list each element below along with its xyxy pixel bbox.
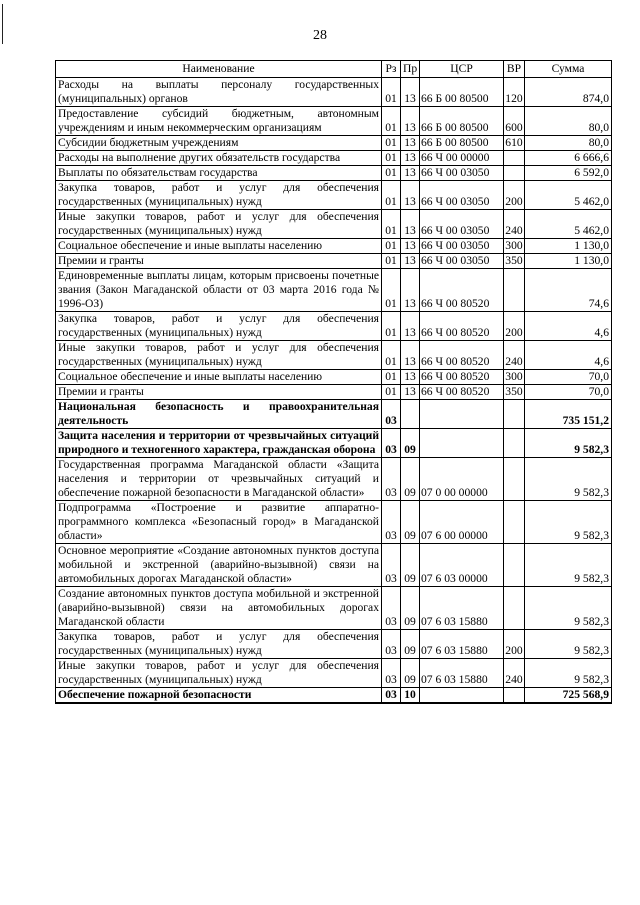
cell-csr <box>420 400 504 429</box>
cell-pr: 13 <box>401 239 420 254</box>
table-row <box>56 544 612 587</box>
cell-name: Расходы на выполнение других обязательств государства <box>56 151 382 166</box>
cell-rz: 01 <box>382 269 401 312</box>
cell-sum: 9 582,3 <box>525 659 612 688</box>
cell-rz: 01 <box>382 151 401 166</box>
cell-pr: 13 <box>401 151 420 166</box>
cell-rz: 03 <box>382 688 401 704</box>
cell-csr: 66 Б 00 80500 <box>420 107 504 136</box>
table-row <box>56 370 612 385</box>
table-row <box>56 136 612 151</box>
cell-name: Подпрограмма «Построение и развитие аппаратно-программного комплекса «Безопасный город» в Магаданской области» <box>56 501 382 544</box>
cell-csr: 66 Ч 00 03050 <box>420 181 504 210</box>
cell-vr: 300 <box>505 239 523 252</box>
cell-pr: 13 <box>401 385 420 400</box>
cell-vr: 300 <box>505 370 523 383</box>
cell-name: Иные закупки товаров, работ и услуг для обеспечения государственных (муниципальных) нужд <box>56 659 382 688</box>
cell-pr: 13 <box>401 107 420 136</box>
cell-vr: 240 <box>504 659 525 688</box>
cell-csr: 07 6 03 15880 <box>420 587 504 630</box>
cell-name: Закупка товаров, работ и услуг для обеспечения государственных (муниципальных) нужд <box>56 181 382 210</box>
cell-pr: 09 <box>401 659 420 688</box>
cell-rz: 03 <box>382 544 401 587</box>
table-row <box>56 181 612 210</box>
cell-pr: 13 <box>401 181 420 210</box>
cell-csr: 66 Ч 00 03050 <box>420 210 504 239</box>
cell-pr: 13 <box>401 136 420 151</box>
cell-name: Социальное обеспечение и иные выплаты населению <box>56 370 382 385</box>
cell-sum: 9 582,3 <box>525 429 612 458</box>
cell-rz: 01 <box>382 370 401 385</box>
cell-rz: 03 <box>382 400 401 429</box>
header-vr: ВР <box>504 61 525 78</box>
cell-name: Закупка товаров, работ и услуг для обеспечения государственных (муниципальных) нужд <box>56 630 382 659</box>
cell-rz: 01 <box>382 78 401 107</box>
cell-vr <box>504 269 525 312</box>
cell-vr: 240 <box>504 341 525 370</box>
cell-vr <box>504 587 525 630</box>
cell-sum: 6 592,0 <box>525 166 612 181</box>
cell-sum: 70,0 <box>525 385 612 400</box>
cell-sum: 9 582,3 <box>525 458 612 501</box>
table-row <box>56 630 612 659</box>
table-row <box>56 254 612 269</box>
cell-pr: 13 <box>401 166 420 181</box>
cell-csr: 66 Ч 00 80520 <box>420 312 504 341</box>
cell-name: Иные закупки товаров, работ и услуг для обеспечения государственных (муниципальных) нужд <box>56 341 382 370</box>
cell-rz: 01 <box>382 107 401 136</box>
cell-vr <box>504 544 525 587</box>
header-pr: Пр <box>401 61 420 78</box>
page-number: 28 <box>313 28 327 43</box>
cell-rz: 01 <box>382 341 401 370</box>
cell-pr: 09 <box>401 458 420 501</box>
cell-name: Защита населения и территории от чрезвычайных ситуаций природного и техногенного характера, гражданская оборона <box>56 429 382 458</box>
cell-rz: 03 <box>382 501 401 544</box>
cell-pr: 13 <box>401 341 420 370</box>
cell-pr: 09 <box>401 429 420 458</box>
cell-sum: 5 462,0 <box>525 210 612 239</box>
cell-name: Национальная безопасность и правоохранительная деятельность <box>56 400 382 429</box>
cell-name: Премии и гранты <box>56 385 382 400</box>
cell-rz: 01 <box>382 136 401 151</box>
cell-rz: 03 <box>382 659 401 688</box>
cell-sum: 6 666,6 <box>525 151 612 166</box>
cell-csr <box>420 688 504 704</box>
cell-sum: 1 130,0 <box>525 239 612 254</box>
cell-pr: 13 <box>401 254 420 269</box>
cell-vr: 610 <box>505 136 523 149</box>
table-row <box>56 688 612 704</box>
cell-pr: 09 <box>401 544 420 587</box>
cell-name: Предоставление субсидий бюджетным, автономным учреждениям и иным некоммерческим организациям <box>56 107 382 136</box>
cell-name: Обеспечение пожарной безопасности <box>56 688 382 704</box>
cell-sum: 5 462,0 <box>525 181 612 210</box>
cell-sum: 9 582,3 <box>525 544 612 587</box>
cell-sum: 874,0 <box>525 78 612 107</box>
cell-sum: 70,0 <box>525 370 612 385</box>
header-rz: Рз <box>382 61 401 78</box>
cell-vr: 350 <box>505 385 523 398</box>
budget-table <box>55 60 612 704</box>
cell-name: Субсидии бюджетным учреждениям <box>56 136 382 151</box>
cell-sum: 1 130,0 <box>525 254 612 269</box>
cell-rz: 03 <box>382 458 401 501</box>
cell-sum: 9 582,3 <box>525 587 612 630</box>
cell-name: Государственная программа Магаданской области «Защита населения и территории от чрезвычайных ситуаций и обеспечение пожарной безопасности в Магаданской области» <box>56 458 382 501</box>
cell-csr: 66 Ч 00 03050 <box>420 239 504 254</box>
cell-name: Расходы на выплаты персоналу государственных (муниципальных) органов <box>56 78 382 107</box>
cell-rz: 03 <box>382 429 401 458</box>
cell-rz: 01 <box>382 312 401 341</box>
table-row <box>56 400 612 429</box>
cell-vr <box>504 688 525 704</box>
table-row <box>56 501 612 544</box>
cell-sum: 80,0 <box>525 107 612 136</box>
cell-name: Создание автономных пунктов доступа мобильной и экстренной (аварийно-вызывной) связи на автомобильных дорогах Магаданской области <box>56 587 382 630</box>
cell-pr: 09 <box>401 587 420 630</box>
cell-csr: 07 0 00 00000 <box>420 458 504 501</box>
table-row <box>56 341 612 370</box>
table-row <box>56 385 612 400</box>
cell-sum: 735 151,2 <box>525 400 612 429</box>
table-row <box>56 107 612 136</box>
cell-vr: 200 <box>504 312 525 341</box>
cell-rz: 01 <box>382 210 401 239</box>
cell-csr: 07 6 03 15880 <box>420 630 504 659</box>
header-name: Наименование <box>56 61 382 78</box>
cell-pr: 09 <box>401 630 420 659</box>
cell-vr <box>504 400 525 429</box>
cell-rz: 01 <box>382 385 401 400</box>
table-body <box>56 78 612 704</box>
cell-pr: 13 <box>401 269 420 312</box>
table-row <box>56 78 612 107</box>
cell-vr: 240 <box>504 210 525 239</box>
cell-csr: 66 Ч 00 03050 <box>420 166 504 181</box>
cell-vr: 600 <box>504 107 525 136</box>
header-csr: ЦСР <box>420 61 504 78</box>
cell-name: Единовременные выплаты лицам, которым присвоены почетные звания (Закон Магаданской области от 03 марта 2016 года № 1996-ОЗ) <box>56 269 382 312</box>
cell-vr <box>504 501 525 544</box>
table-row <box>56 210 612 239</box>
cell-pr: 10 <box>401 688 420 704</box>
cell-sum: 9 582,3 <box>525 630 612 659</box>
cell-csr: 66 Ч 00 03050 <box>420 254 504 269</box>
header-sum: Сумма <box>525 61 612 78</box>
table-row <box>56 659 612 688</box>
cell-pr: 13 <box>401 78 420 107</box>
cell-csr: 66 Ч 00 80520 <box>420 385 504 400</box>
cell-rz: 01 <box>382 181 401 210</box>
cell-sum: 4,6 <box>525 312 612 341</box>
cell-rz: 03 <box>382 587 401 630</box>
table-row <box>56 458 612 501</box>
cell-name: Основное мероприятие «Создание автономных пунктов доступа мобильной и экстренной (аварийно-вызывной) связи на автомобильных дорогах Магаданской области» <box>56 544 382 587</box>
cell-name: Закупка товаров, работ и услуг для обеспечения государственных (муниципальных) нужд <box>56 312 382 341</box>
table-row <box>56 587 612 630</box>
cell-csr: 66 Ч 00 80520 <box>420 269 504 312</box>
cell-vr <box>504 166 525 181</box>
table-header-row <box>56 61 612 78</box>
cell-csr: 66 Ч 00 00000 <box>420 151 504 166</box>
cell-vr: 120 <box>504 78 525 107</box>
cell-name: Иные закупки товаров, работ и услуг для обеспечения государственных (муниципальных) нужд <box>56 210 382 239</box>
cell-csr: 66 Б 00 80500 <box>420 136 504 151</box>
cell-rz: 01 <box>382 254 401 269</box>
table-row <box>56 239 612 254</box>
cell-name: Премии и гранты <box>56 254 382 269</box>
cell-vr: 350 <box>505 254 523 267</box>
cell-pr: 13 <box>401 312 420 341</box>
cell-pr: 13 <box>401 210 420 239</box>
cell-name: Выплаты по обязательствам государства <box>56 166 382 181</box>
cell-sum: 9 582,3 <box>525 501 612 544</box>
table-row <box>56 166 612 181</box>
cell-vr <box>504 429 525 458</box>
table-row <box>56 429 612 458</box>
table-row <box>56 151 612 166</box>
cell-sum: 725 568,9 <box>525 688 612 704</box>
cell-csr: 66 Ч 00 80520 <box>420 370 504 385</box>
cell-csr <box>420 429 504 458</box>
cell-csr: 66 Ч 00 80520 <box>420 341 504 370</box>
cell-pr: 13 <box>401 370 420 385</box>
cell-rz: 01 <box>382 166 401 181</box>
cell-vr <box>504 151 525 166</box>
cell-sum: 80,0 <box>525 136 612 151</box>
table-row <box>56 312 612 341</box>
cell-vr <box>504 458 525 501</box>
cell-csr: 66 Б 00 80500 <box>420 78 504 107</box>
cell-vr: 200 <box>504 181 525 210</box>
cell-sum: 74,6 <box>525 269 612 312</box>
cell-pr <box>401 400 420 429</box>
cell-vr: 200 <box>504 630 525 659</box>
cell-csr: 07 6 03 15880 <box>420 659 504 688</box>
cell-rz: 03 <box>382 630 401 659</box>
cell-sum: 4,6 <box>525 341 612 370</box>
cell-csr: 07 6 00 00000 <box>420 501 504 544</box>
cell-pr: 09 <box>401 501 420 544</box>
table-row <box>56 269 612 312</box>
cell-name: Социальное обеспечение и иные выплаты населению <box>56 239 382 254</box>
cell-csr: 07 6 03 00000 <box>420 544 504 587</box>
cell-rz: 01 <box>382 239 401 254</box>
